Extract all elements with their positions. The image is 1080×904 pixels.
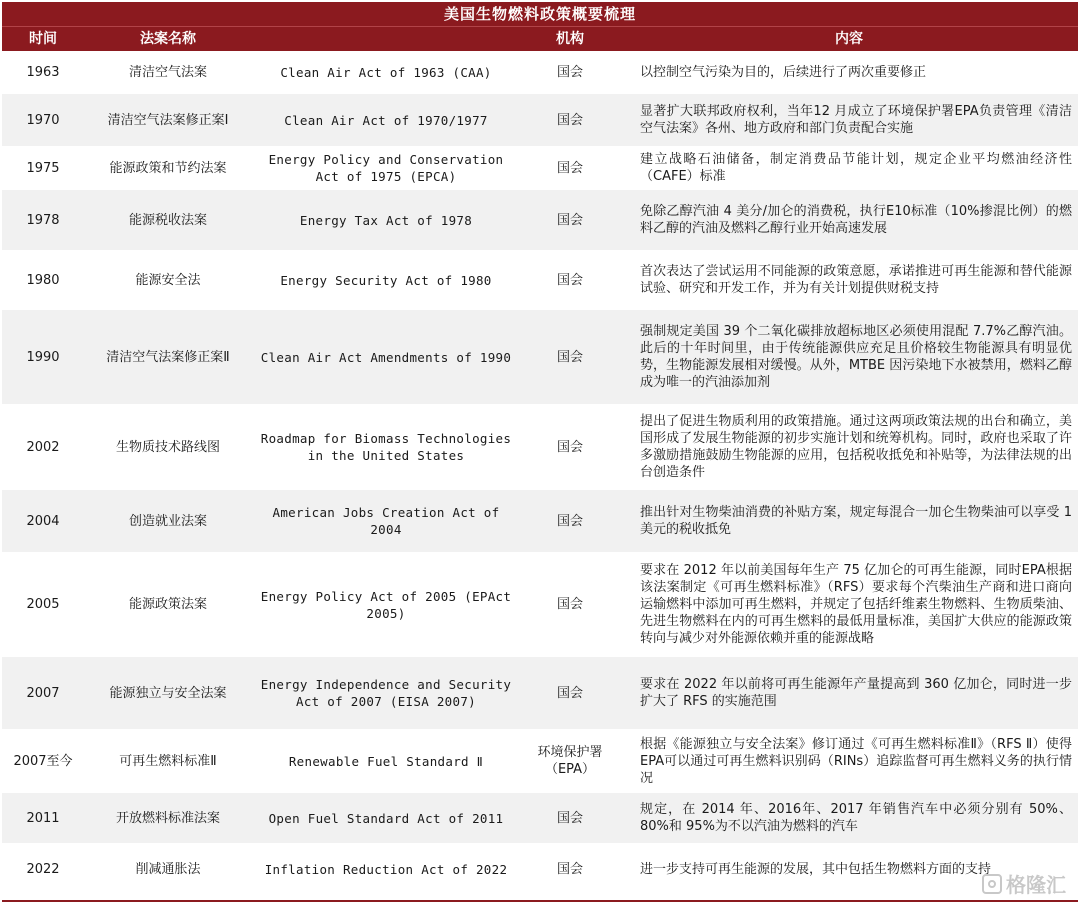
table-row (2, 490, 1078, 552)
watermark-logo-icon (982, 874, 1002, 894)
cell-time: 2007至今 (13, 753, 73, 769)
cell-content: 进一步支持可再生能源的发展，其中包括生物燃料方面的支持 (640, 861, 992, 877)
table-bottom-border (2, 900, 1078, 902)
table-header (2, 26, 1078, 51)
cell-content: 以控制空气污染为目的，后续进行了两次重要修正 (640, 65, 927, 80)
table-body (2, 51, 1078, 895)
cell-content: 提出了促进生物质利用的政策措施。通过这两项政策法规的出台和确立，美国形成了发展生物能源的初步实施计划和统筹机构。同时，政府也采取了许多激励措施鼓励生物能源的应用，包括税收抵免和补贴等，为法律法规的出台创造条件 (640, 414, 1072, 480)
header-time: 时间 (29, 31, 57, 47)
cell-name: 能源税收法案 (128, 212, 207, 228)
cell-org: 国会 (556, 513, 583, 529)
cell-name: 能源政策法案 (128, 597, 207, 612)
header-org: 机构 (556, 31, 584, 47)
header-name: 法案名称 (140, 31, 196, 47)
cell-content: 首次表达了尝试运用不同能源的政策意愿，承诺推进可再生能源和替代能源试验、研究和开发工作，并为有关计划提供财税支持 (640, 264, 1072, 296)
cell-time: 1980 (26, 272, 60, 288)
table-row (2, 146, 1078, 190)
cell-english-name: Energy Tax Act of 1978 (299, 212, 473, 228)
cell-org: 国会 (556, 597, 583, 612)
cell-english-name: American Jobs Creation Act of 2004 (272, 505, 500, 537)
header-content: 内容 (835, 31, 863, 47)
cell-content: 要求在 2022 年以前将可再生能源年产量提高到 360 亿加仑，同时进一步扩大了 RFS 的实施范围 (640, 677, 1072, 709)
cell-content: 规定，在 2014 年、2016年、2017 年销售汽车中必须分别有 50%、80%和 95%为不以汽油为燃料的汽车 (640, 802, 1072, 834)
cell-org: 国会 (556, 685, 583, 701)
cell-org: 国会 (556, 272, 583, 288)
header-english-name (252, 27, 520, 51)
cell-time: 1963 (26, 65, 60, 80)
table-row (2, 310, 1078, 404)
cell-english-name: Clean Air Act of 1970/1977 (284, 112, 488, 128)
cell-name: 能源独立与安全法案 (109, 685, 227, 701)
cell-org: 环境保护署（EPA） (537, 745, 603, 777)
cell-content: 建立战略石油储备，制定消费品节能计划，规定企业平均燃油经济性（CAFE）标准 (640, 152, 1072, 184)
table-row (2, 404, 1078, 490)
cell-english-name: Energy Policy and Conservation Act of 1975 (EPCA) (268, 152, 504, 184)
cell-time: 1970 (26, 112, 60, 128)
cell-org: 国会 (556, 810, 583, 826)
cell-content: 要求在 2012 年以前美国每年生产 75 亿加仑的可再生能源，同时EPA根据该法案制定《可再生燃料标准》（RFS）要求每个汽柴油生产商和进口商向运输燃料中添加可再生燃料，并规定了包括纤维素生物燃料、生物质柴油、先进生物燃料在内的可再生燃料的最低用量标准，美国扩大供应的能源政策转向与减少对外能源依赖并重的能源战略 (640, 563, 1072, 646)
cell-time: 2007 (26, 685, 60, 701)
cell-time: 2005 (26, 597, 60, 612)
cell-time: 2002 (26, 439, 60, 455)
cell-name: 清洁空气法案 (128, 65, 207, 80)
cell-name: 开放燃料标准法案 (115, 810, 220, 826)
cell-org: 国会 (556, 65, 583, 80)
cell-org: 国会 (556, 861, 583, 877)
cell-org: 国会 (556, 349, 583, 365)
cell-english-name: Energy Policy Act of 2005 (EPAct 2005) (260, 588, 512, 621)
cell-english-name: Roadmap for Biomass Technologies in the United States (260, 431, 512, 463)
cell-english-name: Renewable Fuel Standard Ⅱ (288, 753, 484, 769)
cell-name: 生物质技术路线图 (115, 439, 220, 455)
cell-english-name: Energy Security Act of 1980 (280, 272, 492, 288)
table-row (2, 843, 1078, 895)
cell-name: 可再生燃料标准Ⅱ (119, 753, 217, 769)
cell-org: 国会 (556, 160, 583, 176)
cell-time: 1975 (26, 160, 60, 176)
cell-time: 1990 (26, 349, 60, 365)
watermark-text: 格隆汇 (1006, 873, 1066, 897)
watermark (982, 869, 1066, 898)
cell-english-name: Clean Air Act Amendments of 1990 (260, 349, 512, 365)
cell-name: 能源政策和节约法案 (109, 160, 227, 176)
cell-english-name: Inflation Reduction Act of 2022 (264, 861, 508, 877)
table-row (2, 729, 1078, 793)
cell-time: 2011 (26, 810, 60, 826)
policy-table (2, 2, 1078, 895)
cell-name: 创造就业法案 (128, 513, 207, 529)
cell-time: 2004 (26, 513, 60, 529)
cell-time: 2022 (26, 861, 60, 877)
cell-org: 国会 (556, 439, 583, 455)
cell-content: 推出针对生物柴油消费的补贴方案，规定每混合一加仑生物柴油可以享受 1 美元的税收抵免 (640, 505, 1072, 537)
cell-name: 能源安全法 (135, 272, 201, 288)
cell-time: 1978 (26, 212, 60, 228)
cell-org: 国会 (556, 212, 583, 228)
table-row (2, 250, 1078, 310)
cell-content: 强制规定美国 39 个二氧化碳排放超标地区必须使用混配 7.7%乙醇汽油。此后的十年时间里，由于传统能源供应充足且价格较生物能源具有明显优势，生物能源发展相对缓慢。从外，MTBE 因污染地下水被禁用，燃料乙醇成为唯一的汽油添加剂 (640, 324, 1072, 390)
cell-content: 根据《能源独立与安全法案》修订通过《可再生燃料标准Ⅱ》（RFS Ⅱ）使得EPA可以通过可再生燃料识别码（RINs）追踪监督可再生燃料义务的执行情况 (640, 736, 1072, 786)
cell-org: 国会 (556, 112, 583, 128)
table-row (2, 190, 1078, 250)
table-row (2, 552, 1078, 657)
cell-english-name: Open Fuel Standard Act of 2011 (268, 810, 504, 826)
cell-english-name: Energy Independence and Security Act of 2007 (EISA 2007) (260, 677, 512, 709)
cell-english-name: Clean Air Act of 1963 (CAA) (280, 65, 492, 80)
table-row (2, 657, 1078, 729)
cell-content: 显著扩大联邦政府权利，当年12 月成立了环境保护署EPA负责管理《清洁空气法案》各州、地方政府和部门负责配合实施 (640, 104, 1072, 136)
table-row (2, 94, 1078, 146)
cell-name: 清洁空气法案修正案Ⅱ (106, 349, 230, 365)
cell-content: 免除乙醇汽油 4 美分/加仑的消费税，执行E10标准（10%掺混比例）的燃料乙醇的汽油及燃料乙醇行业开始高速发展 (640, 204, 1072, 236)
cell-name: 削减通胀法 (135, 861, 201, 877)
table-row (2, 51, 1078, 94)
table-row (2, 793, 1078, 843)
table-title: 美国生物燃料政策概要梳理 (2, 2, 1078, 26)
cell-name: 清洁空气法案修正案Ⅰ (107, 112, 229, 128)
